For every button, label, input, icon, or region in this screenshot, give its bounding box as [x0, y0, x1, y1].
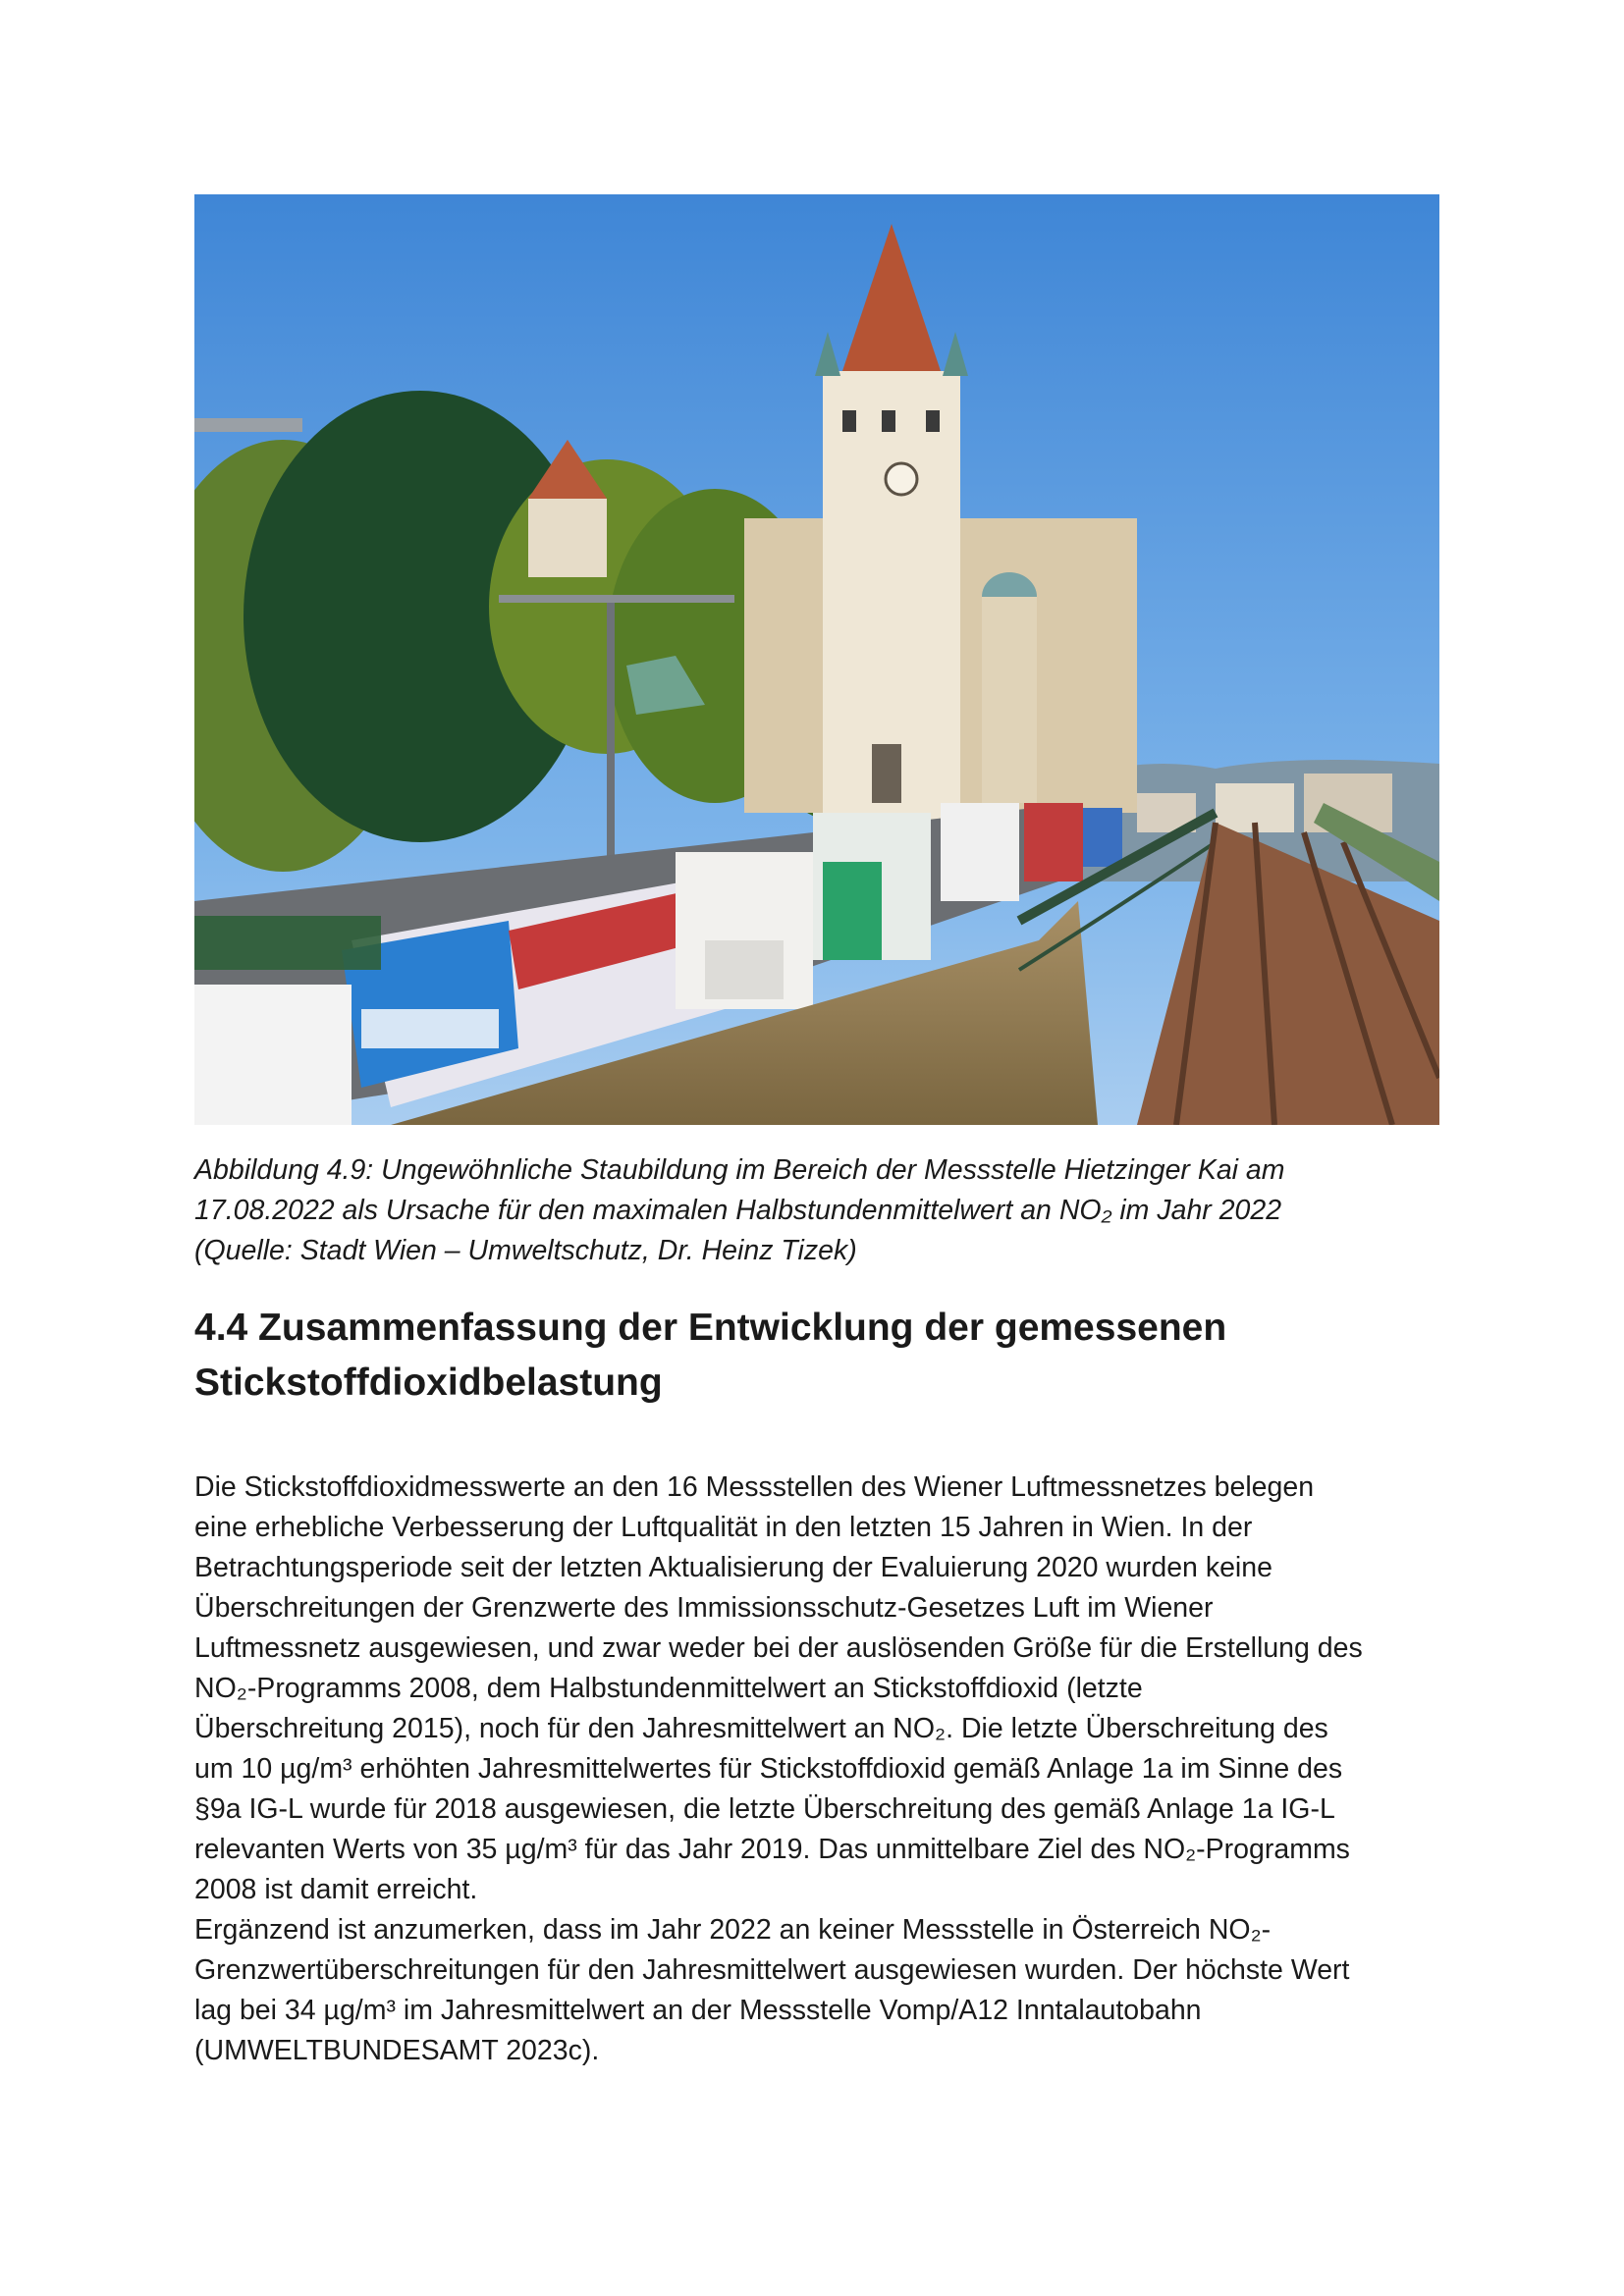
figure-photo — [194, 194, 1439, 1125]
body-line: NO₂-Programms 2008, dem Halbstundenmittelwert an Stickstoffdioxid (letzte — [194, 1673, 1143, 1704]
truck-white — [676, 852, 813, 1009]
body-line: Luftmessnetz ausgewiesen, und zwar weder bei der auslösenden Größe für die Erstellung des — [194, 1632, 1363, 1664]
caption-line: 17.08.2022 als Ursache für den maximalen Halbstundenmittelwert an NO₂ im Jahr 2022 — [194, 1195, 1282, 1226]
section-body — [194, 1468, 1439, 2071]
caption-line: Abbildung 4.9: Ungewöhnliche Staubildung im Bereich der Messstelle Hietzinger Kai am — [194, 1154, 1285, 1186]
body-line: Ergänzend ist anzumerken, dass im Jahr 2022 an keiner Messstelle in Österreich NO₂- — [194, 1914, 1272, 1946]
body-line: Überschreitung 2015), noch für den Jahresmittelwert an NO₂. Die letzte Überschreitung des — [194, 1713, 1328, 1744]
body-line: Grenzwertüberschreitungen für den Jahresmittelwert ausgewiesen wurden. Der höchste Wert — [194, 1954, 1350, 1986]
caption-line: (Quelle: Stadt Wien – Umweltschutz, Dr. Heinz Tizek) — [194, 1235, 857, 1266]
body-line: Überschreitungen der Grenzwerte des Immissionsschutz-Gesetzes Luft im Wiener — [194, 1592, 1214, 1624]
truck-green — [813, 813, 931, 960]
section-heading — [194, 1301, 1439, 1411]
body-line: Betrachtungsperiode seit der letzten Aktualisierung der Evaluierung 2020 wurden keine — [194, 1552, 1272, 1583]
body-line: relevanten Werts von 35 µg/m³ für das Jahr 2019. Das unmittelbare Ziel des NO₂-Programms — [194, 1834, 1350, 1865]
body-line: Die Stickstoffdioxidmesswerte an den 16 Messstellen des Wiener Luftmessnetzes belegen — [194, 1471, 1315, 1503]
body-line: eine erhebliche Verbesserung der Luftqualität in den letzten 15 Jahren in Wien. In der — [194, 1512, 1253, 1543]
body-line: 2008 ist damit erreicht. — [194, 1874, 478, 1905]
body-line: (UMWELTBUNDESAMT 2023c). — [194, 2035, 600, 2066]
heading-line: Stickstoffdioxidbelastung — [194, 1362, 663, 1404]
body-line: §9a IG-L wurde für 2018 ausgewiesen, die letzte Überschreitung des gemäß Anlage 1a IG-L — [194, 1793, 1335, 1825]
heading-line: 4.4 Zusammenfassung der Entwicklung der gemessenen — [194, 1307, 1227, 1349]
body-line: lag bei 34 µg/m³ im Jahresmittelwert an der Messstelle Vomp/A12 Inntalautobahn — [194, 1995, 1202, 2026]
body-line: um 10 µg/m³ erhöhten Jahresmittelwertes für Stickstoffdioxid gemäß Anlage 1a im Sinne des — [194, 1753, 1343, 1785]
figure-caption — [194, 1150, 1439, 1271]
